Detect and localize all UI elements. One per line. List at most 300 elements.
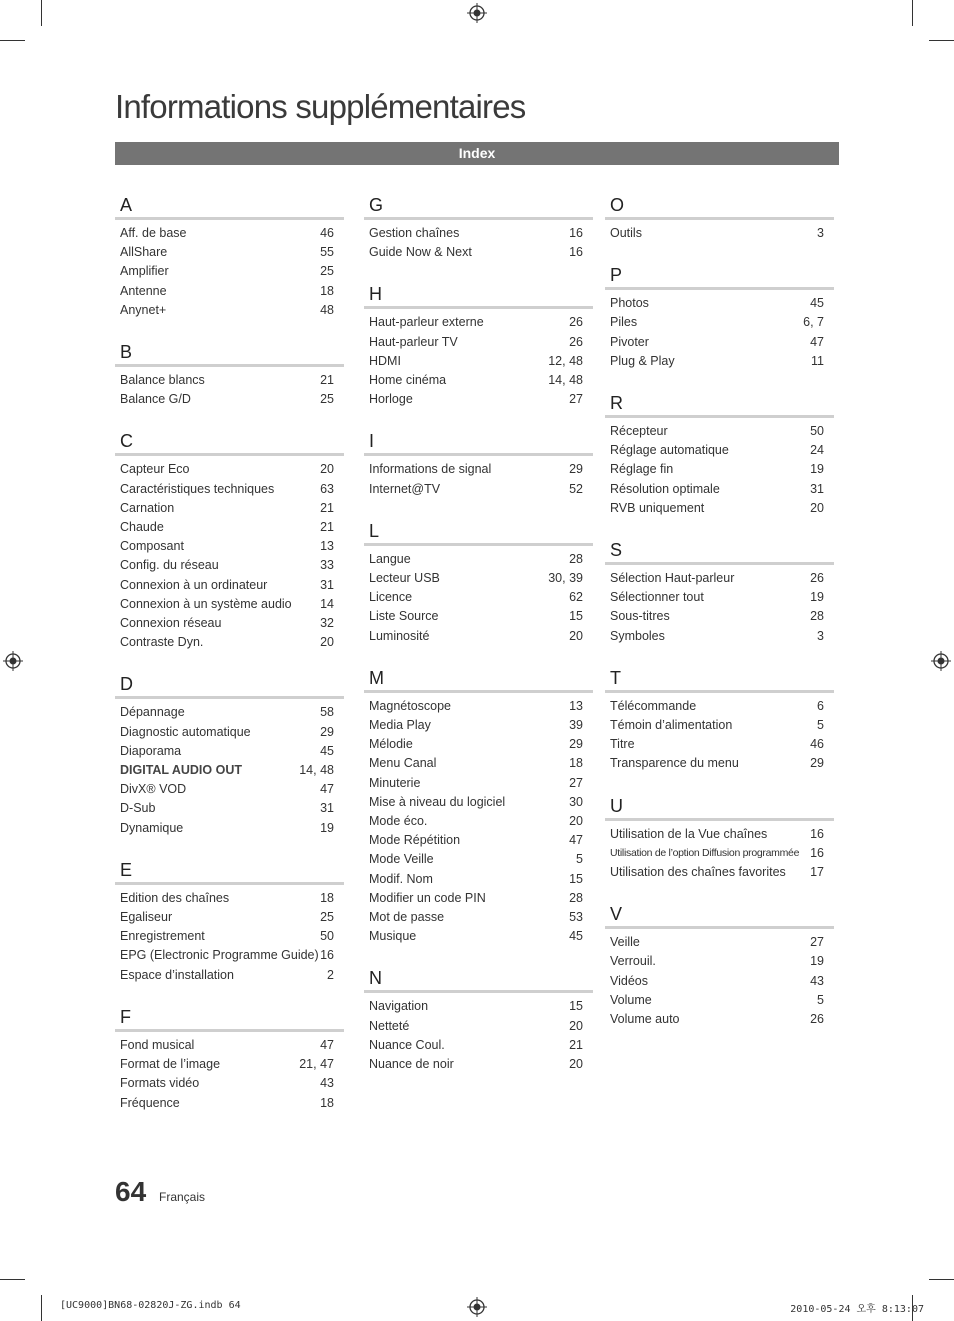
index-entry — [364, 997, 593, 1016]
entry-pages: 45 — [569, 929, 583, 944]
entry-pages: 58 — [320, 705, 334, 720]
entry-term: Veille — [610, 935, 640, 950]
index-section — [364, 193, 593, 262]
entry-term: Connexion réseau — [120, 616, 222, 631]
index-entry — [115, 243, 344, 262]
entry-pages: 15 — [569, 999, 583, 1014]
entry-pages: 15 — [569, 871, 583, 886]
entry-term: Sélectionner tout — [610, 590, 704, 605]
index-entry — [605, 627, 834, 646]
index-entry — [605, 933, 834, 952]
entry-pages: 21 — [320, 500, 334, 515]
entry-pages: 14, 48 — [548, 373, 583, 388]
index-entry — [115, 908, 344, 927]
file-info: [UC9000]BN68-02820J-ZG.indb 64 — [60, 1300, 241, 1311]
entry-pages: 19 — [810, 462, 824, 477]
crop-mark — [929, 40, 954, 41]
index-entry — [364, 480, 593, 499]
entry-pages: 29 — [810, 756, 824, 771]
index-entry — [364, 569, 593, 588]
index-section — [364, 519, 593, 646]
section-divider — [364, 453, 593, 456]
section-letter: M — [369, 667, 384, 688]
index-section — [115, 429, 344, 652]
entry-pages: 13 — [320, 539, 334, 554]
section-divider — [115, 1029, 344, 1032]
index-section — [364, 429, 593, 498]
entry-pages: 17 — [810, 865, 824, 880]
section-divider — [605, 690, 834, 693]
index-entry — [364, 1036, 593, 1055]
entry-pages: 47 — [320, 1037, 334, 1052]
entry-term: Titre — [610, 737, 635, 752]
entry-pages: 16 — [810, 826, 824, 841]
index-entry — [605, 825, 834, 844]
entry-term: Diaporama — [120, 743, 182, 758]
index-entry — [364, 333, 593, 352]
entry-term: Haut-parleur externe — [369, 315, 484, 330]
entry-term: Mode Répétition — [369, 833, 461, 848]
index-entry — [605, 716, 834, 735]
entry-term: Chaude — [120, 520, 164, 535]
section-letter: F — [120, 1006, 131, 1027]
section-divider — [115, 217, 344, 220]
entry-pages: 14, 48 — [299, 763, 334, 778]
registration-mark-icon — [931, 651, 951, 671]
entry-pages: 30, 39 — [548, 571, 583, 586]
entry-pages: 11 — [811, 353, 824, 368]
index-entry — [115, 946, 344, 965]
entry-pages: 16 — [810, 845, 824, 860]
entry-term: Lecteur USB — [369, 571, 440, 586]
section-letter: D — [120, 674, 133, 695]
index-section — [605, 263, 834, 371]
entry-pages: 29 — [569, 737, 583, 752]
entry-pages: 45 — [810, 296, 824, 311]
section-letter: S — [610, 540, 623, 561]
section-divider — [605, 818, 834, 821]
entry-term: Egaliseur — [120, 910, 173, 925]
entry-pages: 6 — [817, 698, 824, 713]
index-entry — [605, 480, 834, 499]
registration-mark-icon — [467, 1297, 487, 1317]
entry-pages: 31 — [320, 801, 334, 816]
section-letter: A — [120, 195, 133, 215]
entry-term: Réglage automatique — [610, 443, 729, 458]
entry-pages: 32 — [320, 616, 334, 631]
section-letter: L — [369, 520, 380, 541]
section-divider — [364, 990, 593, 993]
entry-pages: 16 — [569, 226, 583, 240]
entry-term: Télécommande — [610, 698, 697, 713]
index-entry — [364, 352, 593, 371]
entry-pages: 28 — [569, 551, 583, 566]
entry-pages: 16 — [569, 245, 583, 260]
entry-pages: 62 — [569, 590, 583, 605]
entry-term: Témoin d’alimentation — [610, 718, 733, 733]
index-entry — [605, 460, 834, 479]
entry-pages: 26 — [810, 571, 824, 586]
entry-term: Pivoter — [610, 334, 649, 349]
entry-term: Utilisation de la Vue chaînes — [610, 826, 768, 841]
section-divider — [605, 562, 834, 565]
entry-pages: 15 — [569, 609, 583, 624]
index-entry — [115, 723, 344, 742]
index-entry — [115, 301, 344, 320]
crop-mark — [0, 1279, 25, 1280]
entry-pages: 31 — [810, 481, 824, 496]
entry-pages: 27 — [569, 392, 583, 407]
entry-term: Netteté — [369, 1018, 410, 1033]
entry-term: Modif. Nom — [369, 871, 433, 886]
entry-pages: 47 — [810, 334, 824, 349]
entry-term: D-Sub — [120, 801, 156, 816]
index-entry — [115, 780, 344, 799]
entry-term: Musique — [369, 929, 417, 944]
index-section — [115, 193, 344, 320]
entry-pages: 20 — [569, 628, 583, 643]
index-entry — [115, 480, 344, 499]
page-title: Informations supplémentaires — [115, 88, 526, 125]
entry-pages: 26 — [569, 334, 583, 349]
entry-term: Media Play — [369, 718, 431, 733]
entry-term: Sélection Haut-parleur — [610, 571, 735, 586]
index-entry — [605, 352, 834, 371]
entry-term: Photos — [610, 296, 649, 311]
section-letter: T — [610, 667, 621, 688]
index-section — [364, 666, 593, 947]
entry-term: Utilisation de l’option Diffusion programmée — [610, 846, 800, 859]
index-entry — [115, 799, 344, 818]
entry-pages: 20 — [320, 635, 334, 650]
index-section — [115, 858, 344, 985]
index-section — [605, 391, 834, 518]
index-entry — [115, 703, 344, 722]
entry-term: Vidéos — [610, 973, 648, 988]
entry-pages: 6, 7 — [803, 315, 824, 330]
entry-term: Nuance Coul. — [369, 1037, 445, 1052]
entry-pages: 20 — [569, 1057, 583, 1072]
index-section — [605, 666, 834, 774]
index-entry — [115, 966, 344, 985]
entry-pages: 52 — [569, 481, 583, 496]
entry-term: Formats vidéo — [120, 1076, 200, 1091]
section-divider — [115, 696, 344, 699]
entry-pages: 18 — [320, 1095, 334, 1110]
entry-pages: 13 — [569, 698, 583, 713]
entry-term: Utilisation des chaînes favorites — [610, 865, 786, 880]
index-column-2 — [364, 193, 593, 1094]
entry-pages: 19 — [810, 590, 824, 605]
index-section — [115, 340, 344, 409]
index-section — [364, 282, 593, 409]
entry-pages: 31 — [320, 577, 334, 592]
index-section — [364, 966, 593, 1074]
index-entry — [364, 313, 593, 332]
index-entry — [364, 889, 593, 908]
index-entry — [605, 422, 834, 441]
entry-pages: 45 — [320, 743, 334, 758]
entry-term: AllShare — [120, 245, 168, 260]
entry-term: Config. du réseau — [120, 558, 219, 573]
section-letter: E — [120, 859, 133, 880]
index-entry — [364, 716, 593, 735]
entry-term: Amplifier — [120, 264, 169, 279]
crop-mark — [41, 0, 42, 26]
entry-term: Guide Now & Next — [369, 245, 472, 260]
section-letter: N — [369, 968, 382, 989]
section-divider — [364, 217, 593, 220]
index-column-3 — [605, 193, 834, 1049]
section-divider — [605, 926, 834, 929]
index-entry — [115, 1036, 344, 1055]
entry-pages: 50 — [810, 424, 824, 439]
section-letter: R — [610, 393, 623, 414]
entry-pages: 19 — [320, 820, 334, 835]
index-entry — [115, 595, 344, 614]
section-divider — [115, 882, 344, 885]
entry-term: Symboles — [610, 628, 665, 643]
index-entry — [115, 1094, 344, 1113]
entry-term: Modifier un code PIN — [369, 890, 486, 905]
entry-pages: 25 — [320, 392, 334, 407]
entry-pages: 43 — [810, 973, 824, 988]
index-entry — [115, 499, 344, 518]
entry-pages: 33 — [320, 558, 334, 573]
entry-term: Mot de passe — [369, 910, 445, 925]
section-divider — [115, 364, 344, 367]
entry-term: Carnation — [120, 500, 175, 515]
section-divider — [115, 453, 344, 456]
entry-pages: 20 — [569, 1018, 583, 1033]
index-entry — [605, 863, 834, 882]
section-letter: U — [610, 795, 623, 816]
index-entry — [364, 774, 593, 793]
index-entry — [605, 952, 834, 971]
entry-term: Connexion à un ordinateur — [120, 577, 268, 592]
entry-term: Récepteur — [610, 424, 668, 439]
index-entry — [364, 588, 593, 607]
entry-pages: 47 — [320, 782, 334, 797]
section-divider — [364, 543, 593, 546]
crop-mark — [0, 40, 25, 41]
entry-pages: 5 — [576, 852, 583, 867]
entry-term: Balance blancs — [120, 373, 205, 388]
index-entry — [364, 390, 593, 409]
entry-pages: 50 — [320, 929, 334, 944]
entry-term: Enregistrement — [120, 929, 205, 944]
entry-term: Outils — [610, 226, 642, 240]
entry-term: Informations de signal — [369, 462, 492, 477]
entry-term: Composant — [120, 539, 184, 554]
page-language: Français — [159, 1190, 206, 1204]
entry-pages: 18 — [569, 756, 583, 771]
entry-term: Langue — [369, 551, 411, 566]
index-section — [605, 538, 834, 646]
index-entry — [605, 588, 834, 607]
entry-term: Fréquence — [120, 1095, 180, 1110]
entry-term: Internet@TV — [369, 481, 441, 496]
section-divider — [605, 217, 834, 220]
index-entry — [364, 850, 593, 869]
entry-pages: 20 — [569, 814, 583, 829]
registration-mark-icon — [467, 3, 487, 23]
entry-pages: 29 — [569, 462, 583, 477]
index-entry — [364, 550, 593, 569]
entry-pages: 26 — [569, 315, 583, 330]
entry-term: Volume auto — [610, 1012, 680, 1027]
entry-term: Antenne — [120, 283, 167, 298]
entry-pages: 27 — [569, 775, 583, 790]
index-entry — [605, 697, 834, 716]
entry-term: Capteur Eco — [120, 462, 190, 477]
entry-pages: 19 — [810, 954, 824, 969]
entry-pages: 20 — [320, 462, 334, 477]
entry-pages: 28 — [810, 609, 824, 624]
section-letter: C — [120, 431, 133, 452]
entry-term: Home cinéma — [369, 373, 447, 388]
entry-pages: 27 — [810, 935, 824, 950]
entry-pages: 18 — [320, 283, 334, 298]
index-entry — [364, 927, 593, 946]
entry-pages: 30 — [569, 794, 583, 809]
entry-pages: 46 — [810, 737, 824, 752]
entry-term: Dynamique — [120, 820, 184, 835]
entry-term: Mise à niveau du logiciel — [369, 794, 506, 809]
index-entry — [364, 697, 593, 716]
index-entry — [115, 927, 344, 946]
index-entry — [115, 282, 344, 301]
index-entry — [605, 972, 834, 991]
entry-pages: 3 — [817, 628, 824, 643]
entry-term: Magnétoscope — [369, 698, 452, 713]
index-entry — [605, 844, 834, 863]
index-section — [605, 193, 834, 243]
entry-pages: 25 — [320, 264, 334, 279]
entry-term: Haut-parleur TV — [369, 334, 458, 349]
entry-term: Espace d’installation — [120, 967, 234, 982]
section-divider — [364, 306, 593, 309]
section-divider — [364, 690, 593, 693]
crop-mark — [912, 0, 913, 26]
entry-pages: 28 — [569, 890, 583, 905]
index-entry — [115, 371, 344, 390]
index-entry — [115, 633, 344, 652]
entry-pages: 25 — [320, 910, 334, 925]
entry-pages: 20 — [810, 500, 824, 515]
index-entry — [115, 518, 344, 537]
index-entry — [605, 735, 834, 754]
section-letter: I — [369, 431, 375, 452]
index-entry — [364, 607, 593, 626]
entry-pages: 63 — [320, 481, 334, 496]
index-section — [605, 902, 834, 1029]
section-divider — [605, 415, 834, 418]
crop-mark — [41, 1295, 42, 1321]
entry-pages: 29 — [320, 724, 334, 739]
entry-pages: 21 — [320, 520, 334, 535]
entry-term: Liste Source — [369, 609, 439, 624]
entry-pages: 18 — [320, 890, 334, 905]
index-entry — [115, 1074, 344, 1093]
index-entry — [364, 371, 593, 390]
entry-pages: 3 — [817, 226, 824, 240]
registration-mark-icon — [3, 651, 23, 671]
entry-term: Minuterie — [369, 775, 421, 790]
index-entry — [364, 243, 593, 262]
entry-term: Gestion chaînes — [369, 226, 460, 240]
index-entry — [364, 1017, 593, 1036]
entry-pages: 47 — [569, 833, 583, 848]
index-entry — [364, 460, 593, 479]
index-entry — [364, 627, 593, 646]
index-entry — [364, 793, 593, 812]
index-entry — [115, 1055, 344, 1074]
index-entry — [605, 607, 834, 626]
entry-pages: 14 — [320, 596, 334, 611]
index-entry — [364, 224, 593, 243]
entry-term: Luminosité — [369, 628, 430, 643]
entry-pages: 5 — [817, 718, 824, 733]
entry-term: DivX® VOD — [120, 782, 187, 797]
entry-pages: 48 — [320, 302, 334, 317]
section-letter: V — [610, 904, 623, 925]
index-entry — [605, 333, 834, 352]
index-entry — [605, 313, 834, 332]
entry-term: Fond musical — [120, 1037, 195, 1052]
index-section — [115, 672, 344, 837]
index-entry — [115, 576, 344, 595]
entry-pages: 12, 48 — [548, 353, 583, 368]
index-entry — [605, 754, 834, 773]
index-entry — [115, 819, 344, 838]
index-section — [115, 1005, 344, 1113]
entry-term: Volume — [610, 992, 652, 1007]
entry-term: Edition des chaînes — [120, 890, 230, 905]
index-entry — [364, 1055, 593, 1074]
print-timestamp: 2010-05-24 오후 8:13:07 — [790, 1304, 924, 1315]
entry-term: Transparence du menu — [610, 756, 739, 771]
entry-term: Résolution optimale — [610, 481, 720, 496]
index-column-1 — [115, 193, 344, 1133]
entry-term: Mode Veille — [369, 852, 434, 867]
index-entry — [364, 908, 593, 927]
index-entry — [605, 569, 834, 588]
entry-pages: 21, 47 — [299, 1057, 334, 1072]
entry-term: Sous-titres — [610, 609, 670, 624]
entry-term: DIGITAL AUDIO OUT — [120, 763, 242, 778]
index-section — [605, 794, 834, 883]
section-letter: G — [369, 195, 384, 215]
entry-term: Mélodie — [369, 737, 413, 752]
entry-pages: 24 — [810, 443, 824, 458]
index-entry — [364, 831, 593, 850]
entry-pages: 43 — [320, 1076, 334, 1091]
entry-pages: 5 — [817, 992, 824, 1007]
section-letter: H — [369, 284, 382, 305]
index-entry — [115, 556, 344, 575]
index-entry — [605, 294, 834, 313]
entry-term: Format de l’image — [120, 1057, 221, 1072]
entry-term: Connexion à un système audio — [120, 596, 292, 611]
index-header-bar: Index — [115, 142, 839, 165]
entry-term: Menu Canal — [369, 756, 437, 771]
entry-pages: 53 — [569, 910, 583, 925]
index-entry — [605, 224, 834, 243]
entry-term: Mode éco. — [369, 814, 428, 829]
entry-term: Diagnostic automatique — [120, 724, 251, 739]
entry-term: Contraste Dyn. — [120, 635, 204, 650]
